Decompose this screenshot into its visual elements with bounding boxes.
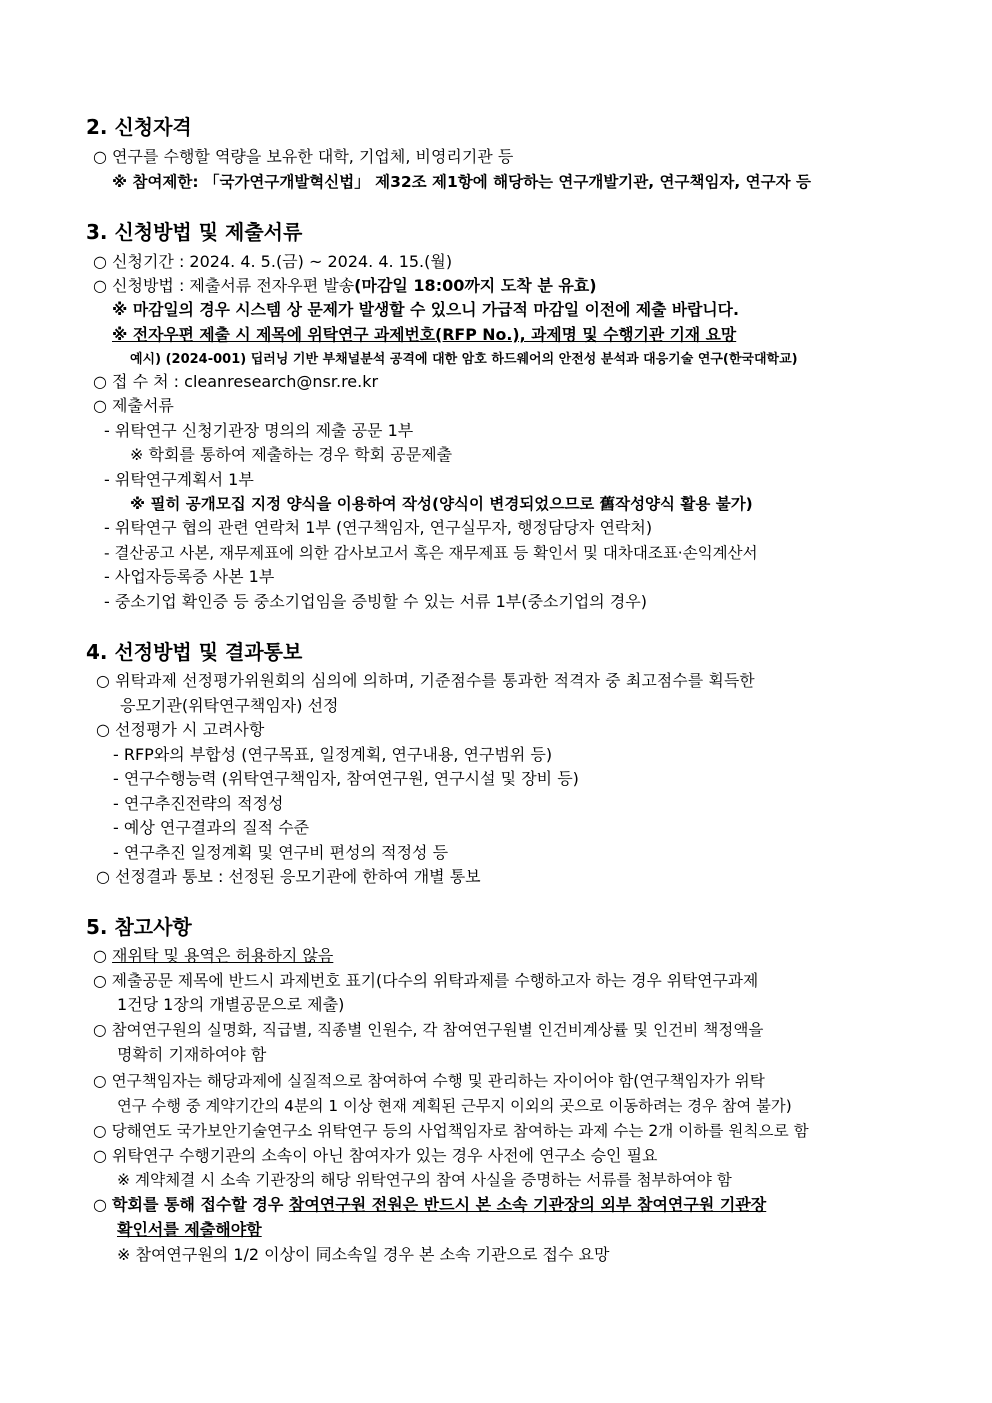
s5-item-2-line-2: 1건당 1장의 개별공문으로 제출): [117, 995, 345, 1014]
section-2-title: 2. 신청자격: [86, 115, 192, 139]
s5-item-1-text: 재위탁 및 용역은 허용하지 않음: [112, 946, 334, 965]
s5-item-3-line-1: ○ 참여연구원의 실명화, 직급별, 직종별 인원수, 각 참여연구원별 인건비계상률 및 인건비 책정액을: [93, 1021, 764, 1039]
section-3-title: 3. 신청방법 및 제출서류: [86, 220, 303, 244]
section-5-title: 5. 참고사항: [86, 915, 192, 939]
s5-item-6: ○ 위탁연구 수행기관의 소속이 아닌 참여자가 있는 경우 사전에 연구소 승인 필요: [93, 1146, 658, 1165]
s5-item-4-line-2: 연구 수행 중 계약기간의 4분의 1 이상 현재 계획된 근무지 이외의 곳으로 이동하려는 경우 참여 불가): [117, 1097, 792, 1115]
s4-criterion-3: - 연구추진전략의 적정성: [113, 794, 284, 813]
s3-note-2: ※ 전자우편 제출 시 제목에 위탁연구 과제번호(RFP No.), 과제명 및 수행기관 기재 요망: [112, 325, 737, 344]
s5-item-1: [93, 946, 333, 966]
s3-doc-1: - 위탁연구 신청기관장 명의의 제출 공문 1부: [104, 421, 414, 440]
s5-item-7-text-b: 참여연구원 전원은 반드시 본 소속 기관장의 외부 참여연구원 기관장: [288, 1195, 767, 1214]
s4-criterion-4: - 예상 연구결과의 질적 수준: [113, 818, 310, 837]
s5-item-7-line-2: 확인서를 제출해야함: [117, 1220, 262, 1239]
s4-item-2: ○ 선정평가 시 고려사항: [96, 720, 265, 739]
s3-doc-1-note: ※ 학회를 통하여 제출하는 경우 학회 공문제출: [130, 445, 453, 464]
s3-method: [93, 276, 597, 296]
s3-period: ○ 신청기간 : 2024. 4. 5.(금) ~ 2024. 4. 15.(월): [93, 252, 453, 271]
s4-criterion-1: - RFP와의 부합성 (연구목표, 일정계획, 연구내용, 연구범위 등): [113, 745, 553, 764]
s2-item-1: ○ 연구를 수행할 역량을 보유한 대학, 기업체, 비영리기관 등: [93, 147, 514, 166]
s3-method-label: ○ 신청방법 : 제출서류 전자우편 발송: [93, 276, 355, 295]
s5-item-7-line-1: [93, 1195, 766, 1215]
s5-item-5: ○ 당해연도 국가보안기술연구소 위탁연구 등의 사업책임자로 참여하는 과제 수는 2개 이하를 원칙으로 함: [93, 1122, 809, 1140]
s5-item-7-text-a: 학회를 통해 접수할 경우: [112, 1195, 289, 1214]
s3-doc-5: - 사업자등록증 사본 1부: [104, 567, 275, 586]
s5-item-2-line-1: ○ 제출공문 제목에 반드시 과제번호 표기(다수의 위탁과제를 수행하고자 하는 경우 위탁연구과제: [93, 971, 759, 990]
s3-receiver: ○ 접 수 처 : cleanresearch@nsr.re.kr: [93, 372, 379, 391]
s2-note-1: ※ 참여제한: 「국가연구개발혁신법」 제32조 제1항에 해당하는 연구개발기관, 연구책임자, 연구자 등: [112, 173, 811, 191]
s4-item-1-line-1: ○ 위탁과제 선정평가위원회의 심의에 의하며, 기준점수를 통과한 적격자 중 최고점수를 획득한: [96, 671, 755, 690]
s3-doc-4: - 결산공고 사본, 재무제표에 의한 감사보고서 혹은 재무제표 등 확인서 및 대차대조표·손익계산서: [104, 544, 758, 562]
s3-method-deadline: (마감일 18:00까지 도착 분 유효): [354, 276, 597, 295]
s3-note-1: ※ 마감일의 경우 시스템 상 문제가 발생할 수 있으니 가급적 마감일 이전에 제출 바랍니다.: [112, 300, 739, 319]
s3-doc-6: - 중소기업 확인증 등 중소기업임을 증빙할 수 있는 서류 1부(중소기업의 경우): [104, 592, 647, 611]
s5-item-1-bullet: ○: [93, 946, 113, 965]
s4-criterion-5: - 연구추진 일정계획 및 연구비 편성의 적정성 등: [113, 843, 449, 862]
s4-item-3: ○ 선정결과 통보 : 선정된 응모기관에 한하여 개별 통보: [96, 867, 481, 886]
s4-item-1-line-2: 응모기관(위탁연구책임자) 선정: [120, 696, 339, 715]
s3-example: 예시) (2024-001) 딥러닝 기반 부채널분석 공격에 대한 암호 하드웨어의 안전성 분석과 대응기술 연구(한국대학교): [130, 352, 798, 367]
s5-item-4-line-1: ○ 연구책임자는 해당과제에 실질적으로 참여하여 수행 및 관리하는 자이어야 함(연구책임자가 위탁: [93, 1072, 765, 1090]
s5-item-7-bullet: ○: [93, 1195, 113, 1214]
s3-doc-3: - 위탁연구 협의 관련 연락처 1부 (연구책임자, 연구실무자, 행정담당자 연락처): [104, 518, 653, 537]
s5-item-3-line-2: 명확히 기재하여야 함: [117, 1045, 267, 1064]
s4-criterion-2: - 연구수행능력 (위탁연구책임자, 참여연구원, 연구시설 및 장비 등): [113, 769, 579, 788]
s5-item-7-note: ※ 참여연구원의 1/2 이상이 同소속일 경우 본 소속 기관으로 접수 요망: [117, 1245, 610, 1264]
section-4-title: 4. 선정방법 및 결과통보: [86, 640, 303, 664]
s5-item-6-note: ※ 계약체결 시 소속 기관장의 해당 위탁연구의 참여 사실을 증명하는 서류를 첨부하여야 함: [117, 1171, 732, 1189]
s3-doc-2-note: ※ 필히 공개모집 지정 양식을 이용하여 작성(양식이 변경되었으므로 舊작성양식 활용 불가): [130, 495, 753, 513]
s3-docs-title: ○ 제출서류: [93, 396, 174, 415]
s3-doc-2: - 위탁연구계획서 1부: [104, 470, 254, 489]
